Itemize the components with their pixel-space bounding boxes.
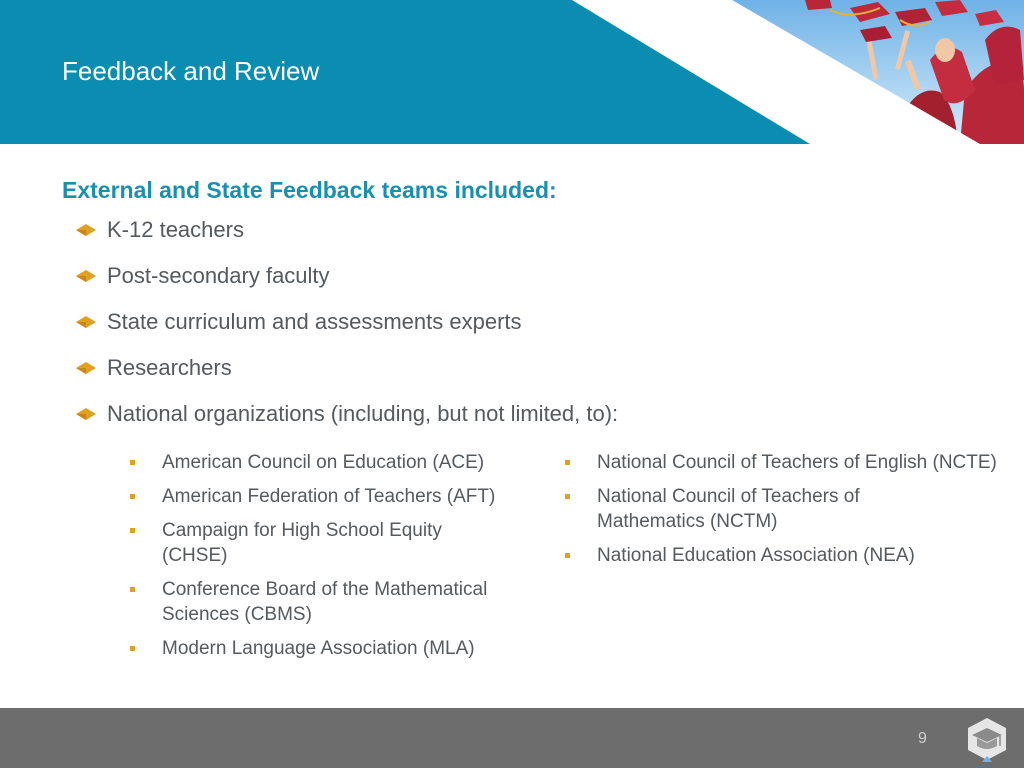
organization-name: National Education Association (NEA) [597,545,915,566]
square-bullet-icon [565,460,570,465]
list-item [128,518,502,568]
list-item [128,450,548,475]
diamond-arrow-icon [76,315,96,329]
square-bullet-icon [565,494,570,499]
list-item [563,543,983,568]
organization-name: American Federation of Teachers (AFT) [162,486,496,507]
organization-name: American Council on Education (ACE) [162,452,485,473]
list-item [128,636,548,661]
slide-footer [0,708,1024,768]
organization-name: National Council of Teachers of Mathematics (NCTM) [597,486,860,532]
bullet-text: State curriculum and assessments experts [107,309,522,334]
diamond-arrow-icon [76,361,96,375]
slide-header [0,0,1024,144]
section-subheading: External and State Feedback teams included: [62,177,557,203]
bullet-text: K-12 teachers [107,217,244,242]
diamond-arrow-icon [76,407,96,421]
diamond-arrow-icon [76,269,96,283]
square-bullet-icon [130,528,135,533]
organization-name: Campaign for High School Equity (CHSE) [162,520,442,566]
diamond-arrow-icon [76,223,96,237]
list-item [563,450,997,475]
bullet-text: National organizations (including, but not limited, to): [107,401,619,426]
square-bullet-icon [130,494,135,499]
square-bullet-icon [130,460,135,465]
square-bullet-icon [565,553,570,558]
list-item [128,577,552,627]
organizations-list-right [563,450,997,577]
graduation-cap-logo-icon [964,716,1010,762]
graduation-caps-photo [732,0,1024,144]
square-bullet-icon [130,587,135,592]
list-item [563,484,937,534]
bullet-text: Researchers [107,355,232,380]
organizations-list-left [128,450,548,670]
list-item [128,484,548,509]
organization-name: National Council of Teachers of English (NCTE) [597,452,997,473]
organization-name: Modern Language Association (MLA) [162,638,475,659]
bullet-text: Post-secondary faculty [107,263,330,288]
square-bullet-icon [130,646,135,651]
page-number: 9 [918,730,927,747]
organization-name: Conference Board of the Mathematical Sciences (CBMS) [162,579,488,625]
slide-title: Feedback and Review [62,56,320,86]
